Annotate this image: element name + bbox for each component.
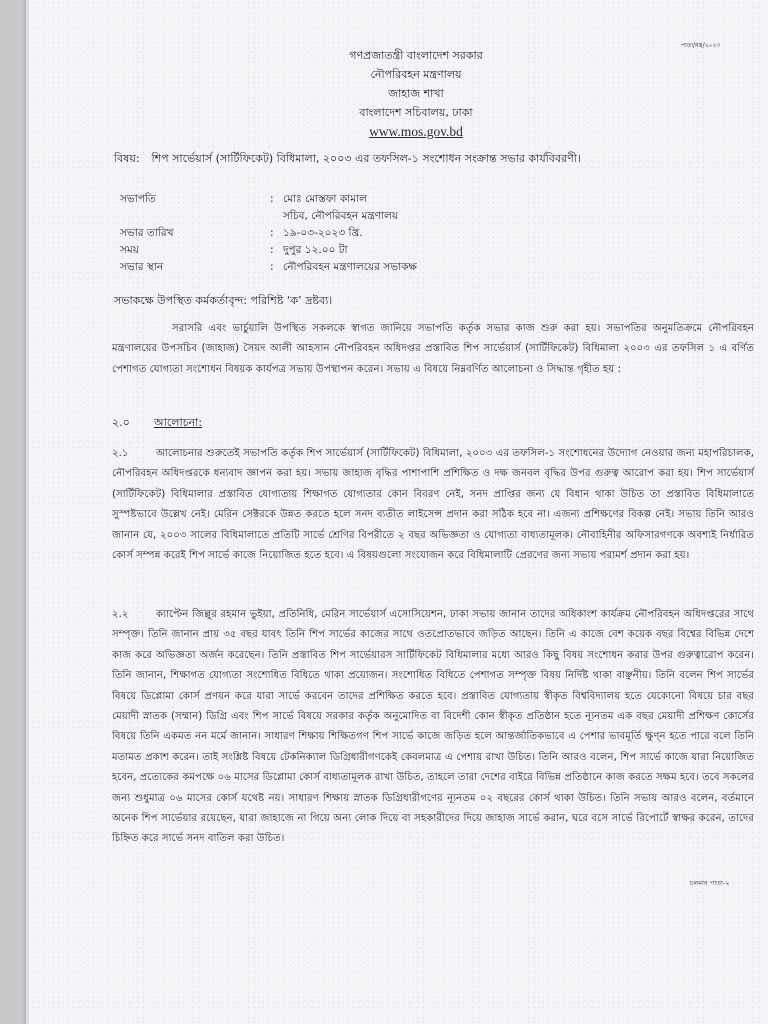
attendance-note: সভাকক্ষে উপস্থিত কর্মকর্তাবৃন্দ: পরিশিষ্ট ‘ক’ দ্রষ্টব্য। (114, 294, 333, 307)
info-colon: : (270, 193, 274, 205)
subject-text: শিপ সার্ভেয়ার্স (সার্টিফিকেট) বিধিমালা, ২০০৩ এর তফসিল-১ সংশোধন সংক্রান্ত সভার কার্যবিবরণী। (151, 152, 581, 165)
header-branch: জাহাজ শাখা (388, 87, 444, 100)
header-government: গণপ্রজাতন্ত্রী বাংলাদেশ সরকার (349, 49, 483, 62)
info-value: নৌপরিবহন মন্ত্রণালয়ের সভাকক্ষ (283, 261, 417, 273)
paragraph-2-1 (112, 444, 754, 566)
info-label: সভার তারিখ (120, 227, 174, 239)
info-value: ১৯-০৩-২০২৩ খ্রি. (283, 227, 363, 239)
document-page (26, 0, 768, 1024)
header-ministry: নৌপরিবহন মন্ত্রণালয় (370, 68, 462, 81)
paragraph-2-2 (112, 605, 754, 850)
intro-paragraph: সরাসরি এবং ভার্চুয়ালি উপস্থিত সকলকে স্বাগত জানিয়ে সভাপতি কর্তৃক সভার কাজ শুরু করা হয়। সভাপতির অনুমতিক্রমে নৌপরিবহন মন্ত্রণালয়ের উপসচিব (জাহাজ) সৈয়দ আলী আহসান নৌপরিবহন অধিদপ্তর প্রস্তাবিত শিপ সার্ভেয়ার্স (সার্টিফিকেট) বিধিমালা ২০০৩ এর তফসিল ১ এ বর্ণিত পেশাগত যোগ্যতা সংশোধন বিষয়ক কার্যপত্র সভায় উপস্থাপন করেন। সভায় এ বিষয়ে নিম্নবর্ণিত আলোচনা ও সিদ্ধান্ত গৃহীত হয় : (112, 323, 754, 375)
subject-line (114, 151, 754, 167)
header-secretariat: বাংলাদেশ সচিবালয়, ঢাকা (359, 106, 473, 119)
website-link[interactable]: www.mos.gov.bd (369, 124, 463, 139)
paragraph-text: ক্যাপ্টেন জিল্লুর রহমান ভুইয়া, প্রতিনিধি, মেরিন সার্ভেয়ার্স এসোসিয়েশন, ঢাকা সভায় জানান তাদের অধিকাংশ কার্যক্রম নৌপরিবহন অধিদপ্তরের সাথে সম্পৃক্ত। তিনি জানান প্রায় ৩৫ বছর যাবৎ তিনি শিপ সার্ভের কাজের সাথে ওতপ্রোতভাবে জড়িত আছেন। তিনি এ কাজে বেশ কয়েক বছর বিশ্বের বিভিন্ন দেশে কাজ করে অভিজ্ঞতা অর্জন করেছেন। তিনি প্রস্তাবিত শিপ সার্ভেয়ারস সার্টিফিকেট বিধিমালার মধ্যে আরও কিছু বিষয় সংশোধন করার উপর গুরুত্বারোপ করেন। তিনি জানান, শিক্ষাগত যোগ্যতা সংশোধিত বিধিতে থাকা প্রয়োজন। সংশোধিত বিধিতে পেশাগত সম্পৃক্ত বিষয় নির্দিষ্ট থাকা বাঞ্ছনীয়। তিনি বলেন শিপ সার্ভের বিষয়ে ডিপ্লোমা কোর্স প্রণয়ন করে যারা সার্ভে করবেন তাদের প্রশিক্ষিত করতে হবে। প্রস্তাবিত যোগ্যতায় স্বীকৃত বিশ্ববিদ্যালয় হতে যেকোনো বিষয়ে চার বছর মেয়াদী স্নাতক (সম্মান) ডিগ্রি এবং শিপ সার্ভে বিষয়ে সরকার কর্তৃক অনুমোদিত বা বিদেশী কোন স্বীকৃত প্রতিষ্ঠান হতে ন্যূনতম এক বছর মেয়াদী প্রশিক্ষণ কোর্সের বিষয়ে তিনি একমত নন মর্মে জানান। সাধারণ শিক্ষায় শিক্ষিতগণ শিপ সার্ভে কাজে জড়িত হলে আন্তর্জাতিকভাবে এ পেশার ভাবমূর্তি ক্ষুণ্ন হতে পারে বলে তিনি মতামত প্রকাশ করেন। তাই সংশ্লিষ্ট বিষয়ে টেকনিক্যাল ডিগ্রিধারীগণকেই কেবলমাত্র এ পেশায় রাখা উচিত। তিনি আরও বলেন, শিপ সার্ভে কাজে যারা নিয়োজিত হবেন, প্রত্যেকের কমপক্ষে ০৬ মাসের ডিপ্লোমা কোর্স বাধ্যতামূলক রাখা উচিত, তাহলে তারা দেশের বাইরে বিভিন্ন প্রতিষ্ঠানে কাজ করতে সক্ষম হবে। তবে সকলের জন্য শুধুমাত্র ০৬ মাসের কোর্স যথেষ্ট নয়। সাধারণ শিক্ষায় স্নাতক ডিগ্রিধারীগণের ন্যূনতম ০২ বছরের কোর্স থাকা উচিত। তিনি সভায় আরও বলেন, বর্তমানে অনেক শিপ সার্ভেয়ার রয়েছেন, যারা জাহাজে না গিয়ে অন্য লোক দিয়ে বা সহকারীদের দিয়ে জাহাজ সার্ভে করান, ঘরে বসে সার্ভে রিপোর্টে স্বাক্ষর করেন, তাদের চিহ্নিত করে সার্ভে সনদ বাতিল করা উচিত। (112, 609, 754, 845)
paragraph-text: আলোচনার শুরুতেই সভাপতি কর্তৃক শিপ সার্ভেয়ার্স (সার্টিফিকেট) বিধিমালা, ২০০৩ এর তফসিল-১ সংশোধনের উদ্যোগ নেওয়ার জন্য মহাপরিচালক, নৌপরিবহন অধিদপ্তরকে ধন্যবাদ জ্ঞাপন করা হয়। সভায় জাহাজ বৃদ্ধির পাশাপাশি প্রশিক্ষিত ও দক্ষ জনবল বৃদ্ধির উপর গুরুত্ব আরোপ করা হয়। শিপ সার্ভেয়ার্স (সার্টিফিকেট) বিধিমালার প্রস্তাবিত যোগ্যতায় শিক্ষাগত যোগ্যতার কোন বিবরণ নেই, সনদ প্রাপ্তির জন্য যে বিধান থাকা উচিত তা প্রস্তাবিত বিধিমালাতে সুস্পষ্টভাবে উল্লেখ নেই। মেরিন সেক্টরকে উন্নত করতে হলে সনদ ব্যতীত লাইসেন্স প্রদান করা সঠিক হবে না। এজন্য প্রশিক্ষণের বিকল্প নেই। সভায় তিনি আরও জানান যে, ২০০৩ সালের বিধিমালাতে প্রতিটি সার্ভে শ্রেণির বিপরীতে ২ বছর অভিজ্ঞতা ও যোগ্যতা বাধ্যতামূলক। নৌবাহিনীর অফিসারগণকে অবশ্যই নির্ধারিত কোর্স সম্পন্ন করেই শিপ সার্ভে কাজে নিয়োজিত হতে হবে। এ বিষয়গুলো সংযোজন করে বিধিমালাটি প্রেরণের জন্য সভায় পরামর্শ প্রদান করা হয়। (112, 448, 754, 562)
section-number: ২.০ (112, 416, 130, 429)
paragraph-number: ২.২ (112, 609, 129, 620)
info-value: দুপুর ১২.০০ টা (283, 244, 348, 256)
paragraph-number: ২.১ (112, 448, 129, 459)
info-colon: : (270, 261, 274, 273)
info-label: সভাপতি (120, 193, 156, 205)
section-title: আলোচনা: (154, 416, 203, 429)
continued-page-note: চলমান পাতা-২ (690, 879, 730, 887)
section-heading (112, 414, 202, 432)
reference-number: পাতা/মন্ত্র/২০২৩ (681, 42, 721, 49)
page-edge-shadow (26, 0, 29, 1024)
info-label: সভার স্থান (120, 261, 164, 273)
info-value: মোঃ মোস্তফা কামাল (283, 193, 367, 205)
subject-label: বিষয়: (114, 152, 140, 165)
info-colon: : (270, 244, 274, 256)
info-value: সচিব, নৌপরিবহন মন্ত্রণালয় (283, 210, 399, 222)
info-label: সময় (120, 244, 139, 256)
info-colon: : (270, 227, 274, 239)
